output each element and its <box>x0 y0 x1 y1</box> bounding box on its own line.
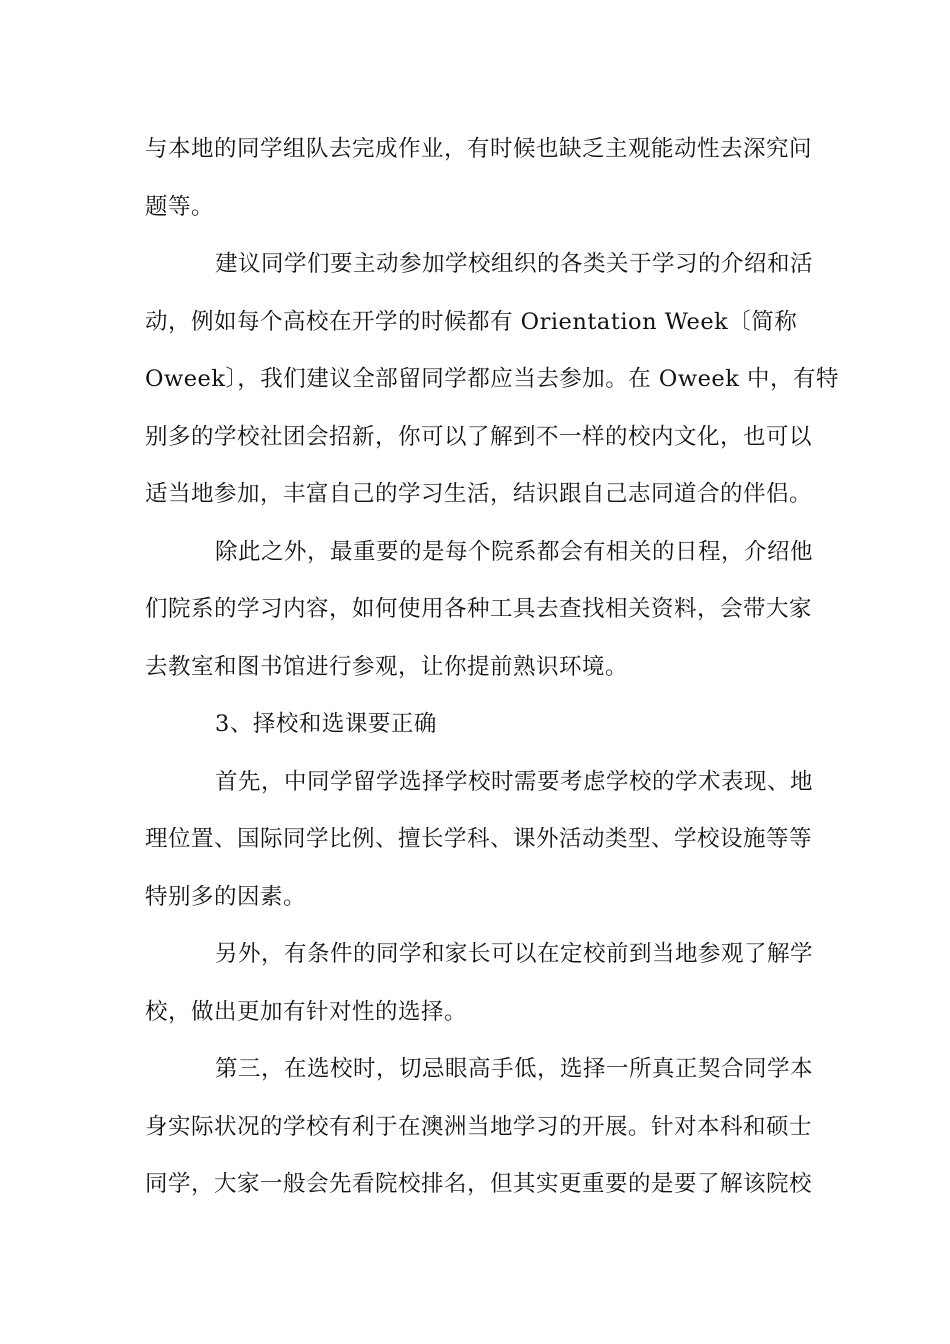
text-line: 别多的学校社团会招新，你可以了解到不一样的校内文化，也可以 <box>145 423 813 450</box>
text-line: 特别多的因素。 <box>145 883 307 910</box>
text-line: 与本地的同学组队去完成作业，有时候也缺乏主观能动性去深究问 <box>145 136 813 162</box>
paragraph-start-line: 建议同学们要主动参加学校组织的各类关于学习的介绍和活 <box>215 251 814 277</box>
text-line: 动，例如每个高校在开学的时候都有 Orientation Week〔简称 <box>145 308 798 335</box>
text-line: 身实际状况的学校有利于在澳洲当地学习的开展。针对本科和硕士 <box>145 1113 813 1140</box>
text-line: 同学，大家一般会先看院校排名，但其实更重要的是要了解该院校 <box>145 1171 813 1197</box>
text-line: 校，做出更加有针对性的选择。 <box>145 998 468 1025</box>
text-line: 们院系的学习内容，如何使用各种工具去查找相关资料，会带大家 <box>145 596 813 622</box>
text-line: 去教室和图书馆进行参观，让你提前熟识环境。 <box>145 653 629 680</box>
text-line: 题等。 <box>145 193 215 220</box>
document-body <box>145 121 839 1214</box>
text-line: Oweek〕，我们建议全部留同学都应当去参加。在 Oweek 中，有特 <box>145 366 839 392</box>
text-line: 适当地参加，丰富自己的学习生活，结识跟自己志同道合的伴侣。 <box>145 481 813 507</box>
text-line: 理位置、国际同学比例、擅长学科、课外活动类型、学校设施等等 <box>145 826 813 852</box>
section-heading: 3、择校和选课要正确 <box>215 711 437 737</box>
paragraph-start-line: 第三，在选校时，切忌眼高手低，选择一所真正契合同学本 <box>215 1056 814 1082</box>
paragraph-start-line: 另外，有条件的同学和家长可以在定校前到当地参观了解学 <box>215 941 814 967</box>
paragraph-start-line: 除此之外，最重要的是每个院系都会有相关的日程，介绍他 <box>215 538 814 565</box>
paragraph-start-line: 首先，中同学留学选择学校时需要考虑学校的学术表现、地 <box>215 768 814 795</box>
